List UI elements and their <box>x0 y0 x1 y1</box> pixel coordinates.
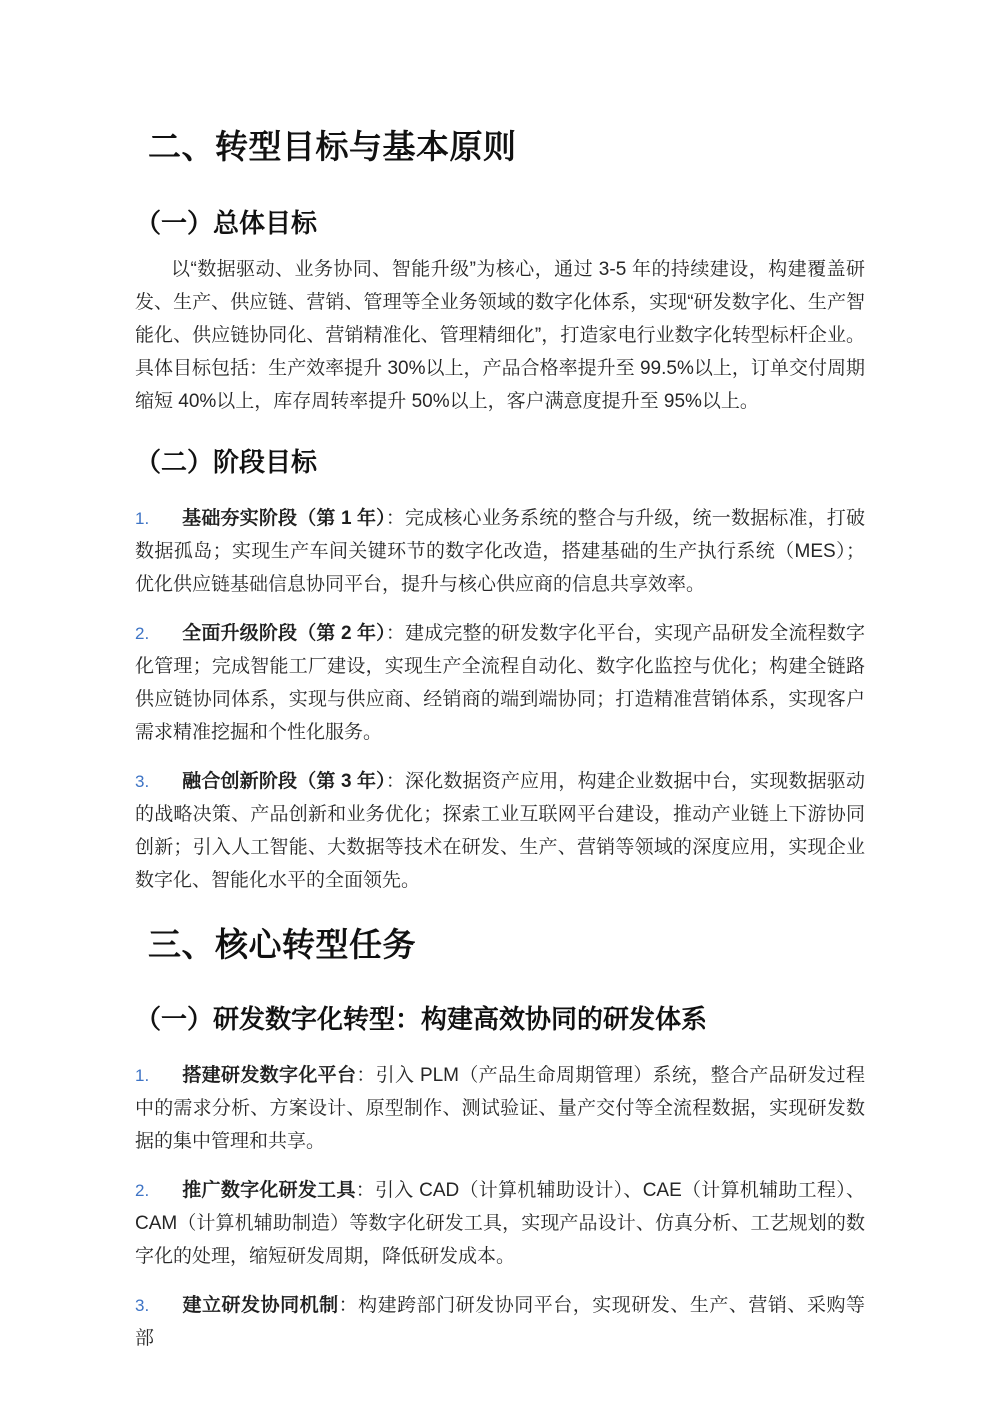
phase-item-3-text: 深化数据资产应用，构建企业数据中台，实现数据驱动的战略决策、产品创新和业务优化；探索工业互联网平台建设，推动产业链上下游协同创新；引入人工智能、大数据等技术在研发、生产、营销等领域的深度应用，实现企业数字化、智能化水平的全面领先。 <box>135 771 865 891</box>
phase-item-3-lead: 融合创新阶段（第 3 年） <box>182 771 386 792</box>
list-number-3: 3. <box>135 772 150 791</box>
overall-goal-paragraph: 以“数据驱动、业务协同、智能升级”为核心，通过 3-5 年的持续建设，构建覆盖研发、生产、供应链、营销、管理等全业务领域的数字化体系，实现“研发数字化、生产智能化、供应链协同化、营销精准化、管理精细化”，打造家电行业数字化转型标杆企业。具体目标包括：生产效率提升 30%以上，产品合格率提升至 99.5%以上，订单交付周期缩短 40%以上，库存周转率提升 50%以上，客户满意度提升至 95%以上。 <box>135 259 865 412</box>
list-number-2: 2. <box>135 624 150 643</box>
phase-item-3-colon: ： <box>385 771 406 792</box>
rd-item-2-lead: 推广数字化研发工具 <box>182 1180 356 1201</box>
section-2-2-title: （二）阶段目标 <box>135 447 318 477</box>
phase-item-2-text: 建成完整的研发数字化平台，实现产品研发全流程数字化管理；完成智能工厂建设，实现生产全流程自动化、数字化监控与优化；构建全链路供应链协同体系，实现与供应商、经销商的端到端协同；打造精准营销体系，实现客户需求精准挖掘和个性化服务。 <box>135 623 865 743</box>
phase-item-1 <box>135 502 865 601</box>
phase-item-1-colon: ： <box>385 508 406 529</box>
list-number-1: 1. <box>135 509 150 528</box>
section-2-1-title: （一）总体目标 <box>135 208 318 238</box>
rd-item-3-text: 构建跨部门研发协同平台，实现研发、生产、营销、采购等部 <box>135 1295 865 1349</box>
rd-item-1-text: 引入 PLM（产品生命周期管理）系统，整合产品研发过程中的需求分析、方案设计、原型制作、测试验证、量产交付等全流程数据，实现研发数据的集中管理和共享。 <box>135 1065 865 1152</box>
phase-item-1-text: 完成核心业务系统的整合与升级，统一数据标准，打破数据孤岛；实现生产车间关键环节的数字化改造，搭建基础的生产执行系统（MES）；优化供应链基础信息协同平台，提升与核心供应商的信息共享效率。 <box>135 508 865 595</box>
rd-item-3-colon: ： <box>338 1295 359 1316</box>
phase-item-2-lead: 全面升级阶段（第 2 年） <box>182 623 386 644</box>
rd-item-1-colon: ： <box>356 1065 376 1086</box>
phase-item-3 <box>135 765 865 897</box>
list-number-2: 2. <box>135 1181 150 1200</box>
rd-item-2-text: 引入 CAD（计算机辅助设计）、CAE（计算机辅助工程）、CAM（计算机辅助制造）等数字化研发工具，实现产品设计、仿真分析、工艺规划的数字化的处理，缩短研发周期，降低研发成本。 <box>135 1180 865 1267</box>
phase-item-2 <box>135 617 865 749</box>
rd-item-3 <box>135 1289 865 1355</box>
chapter-2-heading: 二、转型目标与基本原则 <box>148 128 517 165</box>
phase-item-1-lead: 基础夯实阶段（第 1 年） <box>182 508 386 529</box>
chapter-3-heading: 三、核心转型任务 <box>148 926 416 963</box>
section-3-1-title: （一）研发数字化转型：构建高效协同的研发体系 <box>135 1004 708 1034</box>
rd-item-1 <box>135 1059 865 1158</box>
rd-item-1-lead: 搭建研发数字化平台 <box>182 1065 357 1086</box>
rd-item-2 <box>135 1174 865 1273</box>
rd-item-3-lead: 建立研发协同机制 <box>182 1295 339 1316</box>
phase-item-2-colon: ： <box>385 623 406 644</box>
rd-item-2-colon: ： <box>355 1180 375 1201</box>
list-number-3: 3. <box>135 1296 150 1315</box>
list-number-1: 1. <box>135 1066 150 1085</box>
